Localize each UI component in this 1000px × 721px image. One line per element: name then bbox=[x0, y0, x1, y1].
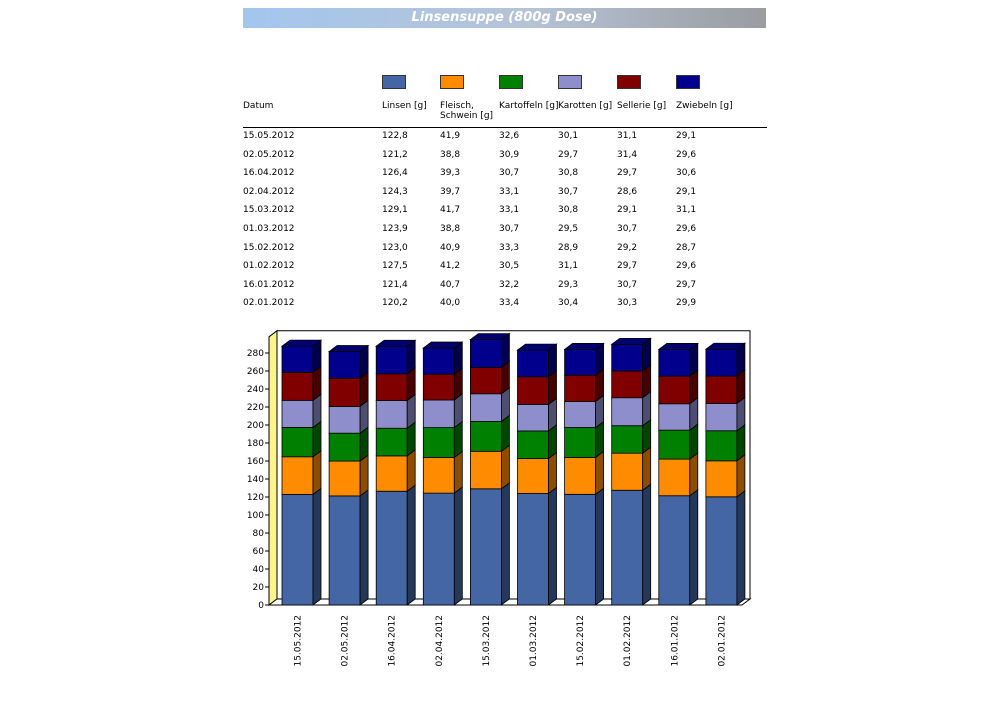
table-cell-kartoffeln: 33,3 bbox=[499, 242, 520, 253]
table-cell-zwiebeln: 29,6 bbox=[676, 261, 697, 272]
y-axis-tick-label: 200 bbox=[246, 421, 264, 431]
table-cell-sellerie: 31,1 bbox=[617, 131, 638, 141]
bar-segment-karotten bbox=[282, 400, 313, 427]
table-row-date: 15.03.2012 bbox=[243, 205, 295, 216]
bar-segment-linsen bbox=[565, 494, 596, 605]
table-cell-karotten: 31,1 bbox=[558, 261, 579, 272]
bar-segment-sellerie bbox=[518, 377, 549, 405]
bar-segment-zwiebeln bbox=[329, 352, 360, 379]
bar-segment-karotten bbox=[518, 404, 549, 431]
table-cell-fleisch: 40,9 bbox=[440, 242, 461, 253]
bar-segment-zwiebeln bbox=[518, 350, 549, 377]
table-row-date: 01.02.2012 bbox=[243, 261, 295, 272]
y-axis-tick-label: 120 bbox=[246, 493, 264, 503]
column-header-line1: Linsen [g] bbox=[382, 101, 427, 111]
bar-side-linsen bbox=[407, 485, 415, 605]
table-cell-sellerie: 31,4 bbox=[617, 149, 638, 160]
column-header-zwiebeln bbox=[676, 101, 733, 111]
date-column-header: Datum bbox=[243, 101, 274, 111]
bar-segment-kartoffeln bbox=[706, 431, 737, 461]
x-axis-tick-label: 02.05.2012 bbox=[340, 615, 351, 667]
table-cell-fleisch: 41,7 bbox=[440, 205, 461, 216]
bar-segment-fleisch bbox=[376, 456, 407, 491]
legend-swatch-linsen bbox=[382, 75, 406, 89]
table-cell-karotten: 30,8 bbox=[558, 168, 579, 179]
bar-segment-kartoffeln bbox=[329, 433, 360, 461]
bar-segment-sellerie bbox=[423, 374, 454, 400]
table-cell-linsen: 122,8 bbox=[382, 131, 408, 141]
legend-swatch-kartoffeln bbox=[499, 75, 523, 89]
table-cell-fleisch: 41,9 bbox=[440, 131, 461, 141]
column-header-line2: Schwein [g] bbox=[440, 111, 494, 121]
x-axis-tick-label: 01.02.2012 bbox=[623, 615, 634, 667]
bar-segment-linsen bbox=[518, 493, 549, 605]
bar-segment-kartoffeln bbox=[376, 428, 407, 456]
y-axis-tick-label: 260 bbox=[246, 367, 264, 377]
bar-segment-zwiebeln bbox=[376, 346, 407, 374]
column-header-karotten bbox=[558, 101, 612, 111]
x-axis-tick-label: 02.01.2012 bbox=[717, 615, 728, 667]
bar-segment-fleisch bbox=[282, 457, 313, 495]
table-cell-linsen: 123,9 bbox=[382, 224, 408, 234]
table-cell-kartoffeln: 30,7 bbox=[499, 224, 520, 234]
y-axis-tick-label: 60 bbox=[252, 547, 264, 557]
bar-segment-linsen bbox=[423, 493, 454, 605]
bar-segment-kartoffeln bbox=[565, 428, 596, 458]
bar-segment-linsen bbox=[376, 491, 407, 605]
table-cell-linsen: 127,5 bbox=[382, 261, 408, 272]
bar-segment-sellerie bbox=[565, 375, 596, 401]
bar-side-fleisch bbox=[360, 455, 368, 496]
y-axis-tick-label: 160 bbox=[246, 457, 264, 467]
bar-segment-sellerie bbox=[659, 376, 690, 404]
bar-segment-kartoffeln bbox=[612, 426, 643, 453]
table-cell-kartoffeln: 30,5 bbox=[499, 261, 520, 272]
table-cell-kartoffeln: 30,7 bbox=[499, 168, 520, 179]
bar-segment-fleisch bbox=[612, 453, 643, 490]
table-cell-karotten: 30,7 bbox=[558, 186, 579, 197]
table-cell-karotten: 29,7 bbox=[558, 149, 579, 160]
bar-segment-kartoffeln bbox=[518, 431, 549, 459]
bar-segment-fleisch bbox=[329, 461, 360, 496]
y-axis-tick-label: 240 bbox=[246, 385, 264, 395]
table-cell-zwiebeln: 30,6 bbox=[676, 168, 697, 179]
bar-segment-zwiebeln bbox=[470, 340, 501, 368]
table-cell-zwiebeln: 28,7 bbox=[676, 242, 697, 253]
x-axis-tick-label: 16.04.2012 bbox=[387, 615, 398, 667]
bar-side-fleisch bbox=[596, 451, 604, 494]
bar-segment-kartoffeln bbox=[659, 430, 690, 459]
table-row-date: 16.01.2012 bbox=[243, 279, 295, 290]
bar-segment-sellerie bbox=[706, 376, 737, 403]
table-cell-kartoffeln: 33,1 bbox=[499, 186, 520, 197]
y-axis-tick-label: 140 bbox=[246, 475, 264, 485]
table-cell-sellerie: 30,7 bbox=[617, 279, 638, 290]
bar-segment-fleisch bbox=[470, 451, 501, 489]
bar-side-fleisch bbox=[737, 455, 745, 497]
y-axis-tick-label: 80 bbox=[252, 529, 264, 539]
bar-segment-fleisch bbox=[706, 461, 737, 497]
bar-segment-linsen bbox=[706, 497, 737, 605]
bar-side-linsen bbox=[454, 487, 462, 605]
table-cell-fleisch: 38,8 bbox=[440, 224, 461, 234]
table-cell-zwiebeln: 29,9 bbox=[676, 298, 697, 309]
table-row-date: 01.03.2012 bbox=[243, 224, 295, 234]
x-axis-tick-label: 02.04.2012 bbox=[434, 615, 445, 667]
column-header-sellerie bbox=[617, 101, 666, 111]
table-cell-zwiebeln: 29,7 bbox=[676, 279, 697, 290]
bar-side-fleisch bbox=[549, 453, 557, 494]
table-cell-fleisch: 40,0 bbox=[440, 298, 461, 309]
table-cell-karotten: 29,3 bbox=[558, 279, 579, 290]
table-cell-sellerie: 30,3 bbox=[617, 298, 638, 309]
table-cell-karotten: 30,8 bbox=[558, 205, 579, 216]
table-cell-linsen: 121,4 bbox=[382, 279, 408, 290]
table-cell-karotten: 30,1 bbox=[558, 131, 579, 141]
legend-swatch-fleisch bbox=[440, 75, 464, 89]
table-row-date: 02.05.2012 bbox=[243, 149, 295, 160]
table-row-date: 02.01.2012 bbox=[243, 298, 295, 309]
bar-segment-linsen bbox=[329, 496, 360, 605]
stacked-bar-chart bbox=[230, 326, 770, 671]
bar-side-linsen bbox=[690, 490, 698, 605]
bar-segment-kartoffeln bbox=[423, 428, 454, 458]
bar-segment-karotten bbox=[706, 403, 737, 430]
bar-segment-karotten bbox=[470, 394, 501, 422]
table-cell-zwiebeln: 29,6 bbox=[676, 149, 697, 160]
bar-segment-sellerie bbox=[376, 374, 407, 401]
y-axis-tick-label: 100 bbox=[246, 511, 264, 521]
table-cell-sellerie: 30,7 bbox=[617, 224, 638, 234]
table-cell-kartoffeln: 33,4 bbox=[499, 298, 520, 309]
y-axis-tick-label: 280 bbox=[246, 349, 264, 359]
bar-segment-zwiebeln bbox=[565, 349, 596, 375]
bar-segment-karotten bbox=[423, 400, 454, 428]
table-cell-sellerie: 29,7 bbox=[617, 261, 638, 272]
bar-segment-karotten bbox=[329, 406, 360, 433]
x-axis-tick-label: 01.03.2012 bbox=[529, 615, 539, 667]
column-header-line1: Sellerie [g] bbox=[617, 101, 667, 111]
bar-segment-fleisch bbox=[659, 459, 690, 496]
bar-segment-fleisch bbox=[423, 457, 454, 493]
table-row-date: 15.05.2012 bbox=[243, 131, 295, 141]
bar-segment-kartoffeln bbox=[282, 427, 313, 456]
bar-side-linsen bbox=[643, 484, 651, 605]
bar-side-linsen bbox=[596, 488, 604, 605]
table-cell-linsen: 120,2 bbox=[382, 298, 408, 309]
table-cell-linsen: 129,1 bbox=[382, 205, 408, 216]
bar-segment-fleisch bbox=[518, 459, 549, 494]
table-row-date: 15.02.2012 bbox=[243, 242, 295, 253]
y-axis-tick-label: 180 bbox=[246, 439, 264, 449]
chart-left-wall bbox=[269, 331, 277, 605]
bar-side-linsen bbox=[360, 490, 368, 605]
x-axis-tick-label: 15.03.2012 bbox=[481, 615, 492, 667]
x-axis-tick-label: 15.05.2012 bbox=[293, 615, 304, 667]
column-header-line1: Kartoffeln [g] bbox=[499, 101, 559, 111]
table-cell-karotten: 29,5 bbox=[558, 224, 579, 234]
table-cell-fleisch: 40,7 bbox=[440, 279, 461, 290]
table-cell-karotten: 28,9 bbox=[558, 242, 579, 253]
table-cell-linsen: 126,4 bbox=[382, 168, 408, 179]
bar-segment-zwiebeln bbox=[706, 349, 737, 376]
bar-segment-sellerie bbox=[329, 378, 360, 406]
x-axis-tick-label: 16.01.2012 bbox=[670, 615, 681, 667]
bar-segment-sellerie bbox=[612, 371, 643, 398]
column-header-fleisch bbox=[440, 101, 493, 121]
bar-segment-zwiebeln bbox=[659, 349, 690, 376]
bar-segment-linsen bbox=[659, 496, 690, 605]
bar-side-fleisch bbox=[454, 451, 462, 493]
bar-segment-linsen bbox=[470, 489, 501, 605]
table-cell-zwiebeln: 29,1 bbox=[676, 131, 697, 141]
bar-segment-karotten bbox=[612, 398, 643, 426]
bar-segment-zwiebeln bbox=[282, 346, 313, 372]
legend-swatch-zwiebeln bbox=[676, 75, 700, 89]
table-row-date: 16.04.2012 bbox=[243, 168, 295, 179]
bar-side-fleisch bbox=[313, 451, 321, 495]
column-header-line1: Zwiebeln [g] bbox=[676, 101, 733, 111]
table-cell-fleisch: 39,3 bbox=[440, 168, 461, 179]
table-cell-sellerie: 29,2 bbox=[617, 242, 638, 253]
bar-segment-karotten bbox=[659, 404, 690, 430]
legend-swatch-karotten bbox=[558, 75, 582, 89]
table-cell-sellerie: 28,6 bbox=[617, 186, 638, 197]
table-cell-linsen: 121,2 bbox=[382, 149, 408, 160]
header-divider bbox=[243, 127, 767, 128]
table-cell-fleisch: 41,2 bbox=[440, 261, 461, 272]
column-header-kartoffeln bbox=[499, 101, 559, 111]
legend-swatch-sellerie bbox=[617, 75, 641, 89]
bar-side-fleisch bbox=[643, 447, 651, 490]
table-cell-fleisch: 38,8 bbox=[440, 149, 461, 160]
table-cell-zwiebeln: 29,1 bbox=[676, 186, 697, 197]
column-header-linsen bbox=[382, 101, 427, 111]
table-cell-linsen: 124,3 bbox=[382, 186, 408, 197]
bar-segment-linsen bbox=[282, 494, 313, 605]
bar-side-linsen bbox=[313, 488, 321, 605]
bar-segment-kartoffeln bbox=[470, 421, 501, 451]
y-axis-tick-label: 20 bbox=[252, 583, 264, 593]
table-cell-karotten: 30,4 bbox=[558, 298, 579, 309]
bar-side-fleisch bbox=[501, 445, 509, 489]
table-row-date: 02.04.2012 bbox=[243, 186, 295, 197]
bar-side-fleisch bbox=[690, 453, 698, 496]
bar-segment-zwiebeln bbox=[423, 348, 454, 374]
bar-segment-fleisch bbox=[565, 457, 596, 494]
column-header-line1: Fleisch, bbox=[440, 101, 474, 111]
table-cell-kartoffeln: 30,9 bbox=[499, 149, 520, 160]
table-cell-kartoffeln: 32,6 bbox=[499, 131, 520, 141]
bar-segment-sellerie bbox=[282, 372, 313, 400]
y-axis-tick-label: 220 bbox=[246, 403, 264, 413]
bar-side-linsen bbox=[501, 483, 509, 605]
table-cell-kartoffeln: 33,1 bbox=[499, 205, 520, 216]
column-header-line1: Karotten [g] bbox=[558, 101, 613, 111]
bar-side-linsen bbox=[549, 487, 557, 605]
table-cell-kartoffeln: 32,2 bbox=[499, 279, 520, 290]
bar-segment-zwiebeln bbox=[612, 344, 643, 371]
table-cell-sellerie: 29,1 bbox=[617, 205, 638, 216]
table-cell-sellerie: 29,7 bbox=[617, 168, 638, 179]
table-cell-zwiebeln: 29,6 bbox=[676, 224, 697, 234]
bar-segment-linsen bbox=[612, 490, 643, 605]
data-table bbox=[0, 0, 1000, 330]
bar-segment-karotten bbox=[376, 401, 407, 429]
x-axis-tick-label: 15.02.2012 bbox=[576, 615, 587, 667]
chart-title: Linsensuppe (800g Dose) bbox=[411, 10, 598, 25]
y-axis-tick-label: 0 bbox=[258, 601, 264, 611]
bar-side-fleisch bbox=[407, 450, 415, 491]
table-cell-fleisch: 39,7 bbox=[440, 186, 461, 197]
bar-side-linsen bbox=[737, 491, 745, 605]
table-cell-linsen: 123,0 bbox=[382, 242, 408, 253]
bar-segment-karotten bbox=[565, 402, 596, 428]
bar-segment-sellerie bbox=[470, 368, 501, 394]
y-axis-tick-label: 40 bbox=[252, 565, 264, 575]
table-cell-zwiebeln: 31,1 bbox=[676, 205, 697, 216]
